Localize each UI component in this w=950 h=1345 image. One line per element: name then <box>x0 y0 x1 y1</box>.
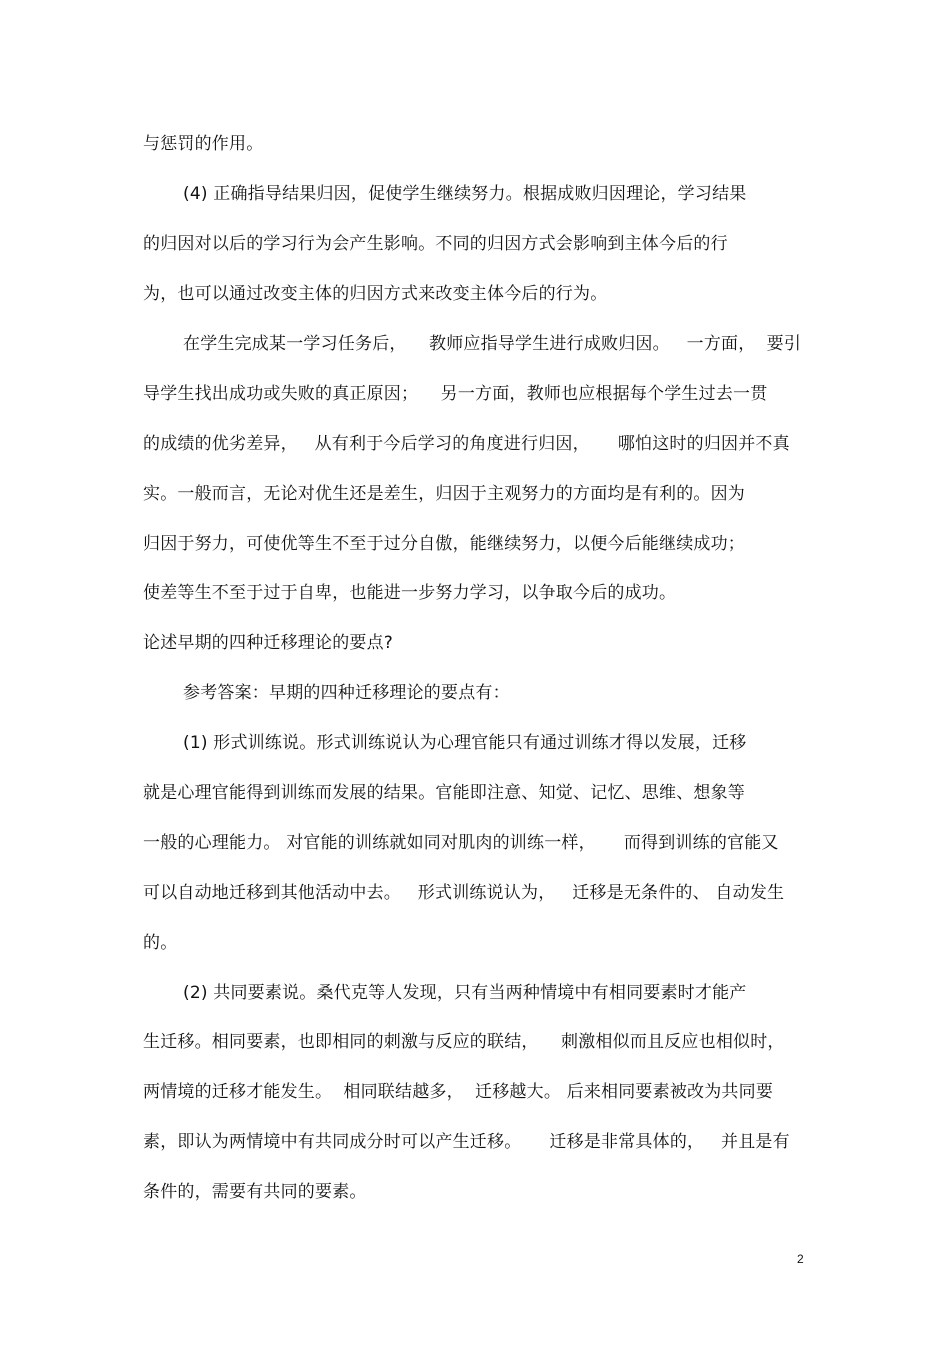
text-line: (4) 正确指导结果归因，促使学生继续努力。根据成败归因理论，学习结果 <box>183 184 747 204</box>
text-line: (1) 形式训练说。形式训练说认为心理官能只有通过训练才得以发展，迁移 <box>183 733 747 753</box>
text-line: 条件的，需要有共同的要素。 <box>143 1182 367 1202</box>
text-line: 归因于努力，可使优等生不至于过分自傲，能继续努力，以便今后能继续成功； <box>143 534 745 554</box>
text-line: 实。一般而言，无论对优生还是差生，归因于主观努力的方面均是有利的。因为 <box>143 484 745 504</box>
text-line: 为，也可以通过改变主体的归因方式来改变主体今后的行为。 <box>143 284 608 304</box>
text-line: 素，即认为两情境中有共同成分时可以产生迁移。 迁移是非常具体的， 并且是有 <box>143 1132 790 1152</box>
text-line: 的成绩的优劣差异， 从有利于今后学习的角度进行归因， 哪怕这时的归因并不真 <box>143 434 790 454</box>
answer-intro: 参考答案：早期的四种迁移理论的要点有： <box>183 683 510 703</box>
text-line: 生迁移。相同要素，也即相同的刺激与反应的联结， 刺激相似而且反应也相似时， <box>143 1032 785 1052</box>
question-heading: 论述早期的四种迁移理论的要点? <box>143 633 394 653</box>
text-line: 可以自动地迁移到其他活动中去。 形式训练说认为， 迁移是无条件的、 自动发生 <box>143 883 785 903</box>
text-line: 在学生完成某一学习任务后， 教师应指导学生进行成败归因。 一方面， 要引 <box>183 334 802 354</box>
text-line: 两情境的迁移才能发生。 相同联结越多， 迁移越大。 后来相同要素被改为共同要 <box>143 1082 774 1102</box>
page-number: 2 <box>797 1252 804 1266</box>
text-line: 使差等生不至于过于自卑，也能进一步努力学习，以争取今后的成功。 <box>143 583 677 603</box>
text-line: (2) 共同要素说。桑代克等人发现，只有当两种情境中有相同要素时才能产 <box>183 983 747 1003</box>
text-line: 一般的心理能力。 对官能的训练就如同对肌肉的训练一样， 而得到训练的官能又 <box>143 833 779 853</box>
text-line: 导学生找出成功或失败的真正原因； 另一方面，教师也应根据每个学生过去一贯 <box>143 384 768 404</box>
text-line: 就是心理官能得到训练而发展的结果。官能即注意、知觉、记忆、思维、想象等 <box>143 783 745 803</box>
text-line: 的。 <box>143 933 178 953</box>
text-line: 与惩罚的作用。 <box>143 134 264 154</box>
text-line: 的归因对以后的学习行为会产生影响。不同的归因方式会影响到主体今后的行 <box>143 234 728 254</box>
